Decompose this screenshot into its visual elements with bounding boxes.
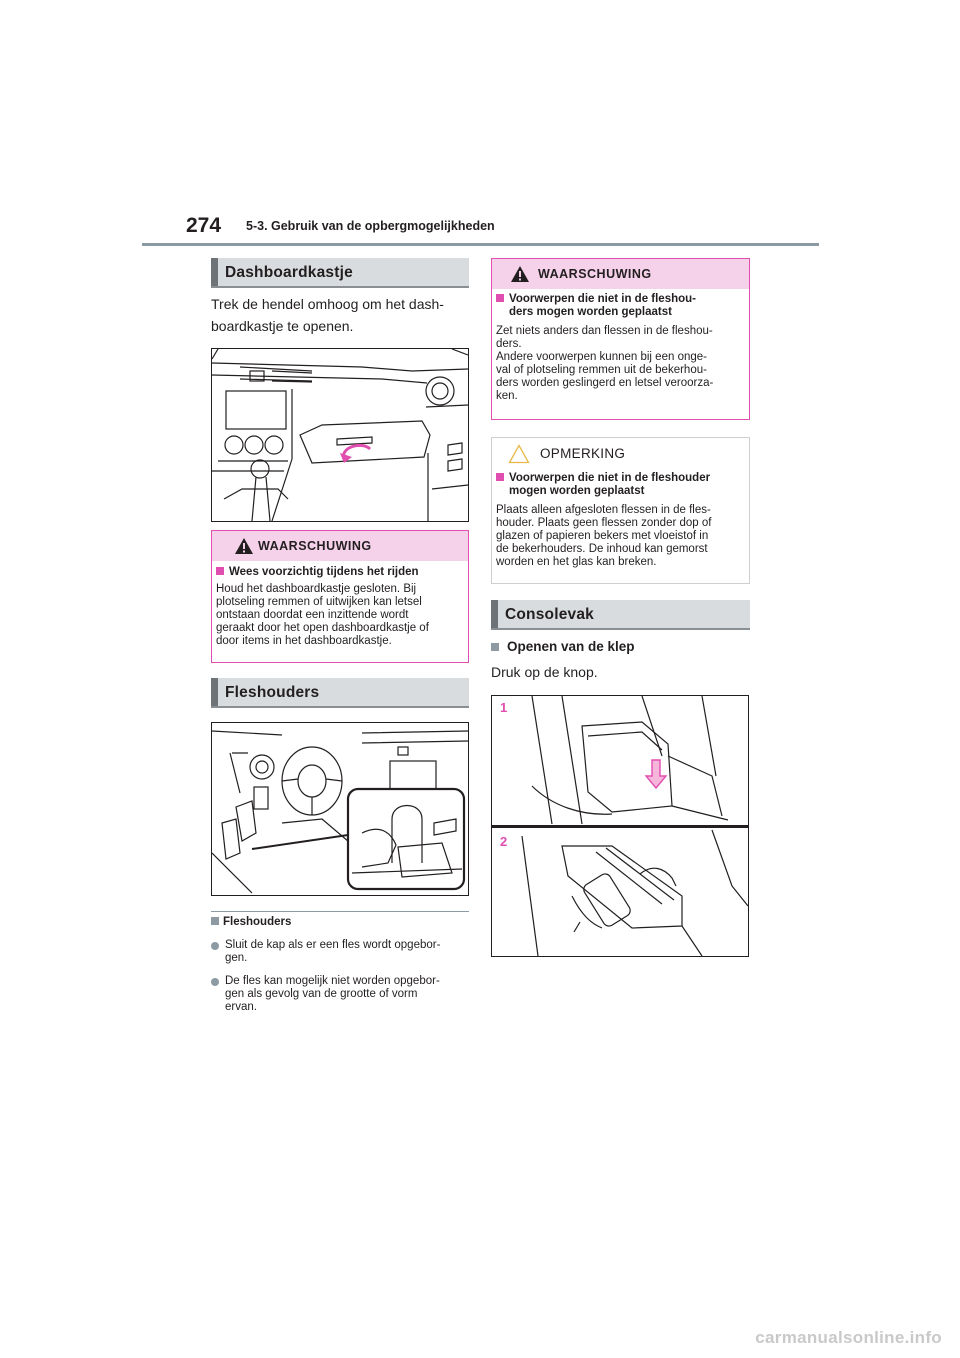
- grey-square-icon: [211, 917, 219, 925]
- pink-square-icon: [496, 294, 504, 302]
- subsection-title-klep: Openen van de klep: [491, 639, 635, 654]
- section-heading-label: Fleshouders: [225, 684, 320, 701]
- notice-box: [491, 437, 750, 584]
- warning-item-title: Wees voorzichtig tijdens het rijden: [216, 566, 419, 579]
- pink-square-icon: [496, 473, 504, 481]
- warning-label: WAARSCHUWING: [258, 539, 372, 553]
- notice-body: Plaats alleen afgesloten flessen in de fles- houder. Plaats geen flessen zonder dop of glazen of papieren bekers met vloeistof in de bekerhouders. De inhoud kan gemorst worden en het glas kan breken.: [496, 504, 712, 568]
- warning-triangle-icon: [234, 537, 254, 555]
- console-instruction: Druk op de knop.: [491, 664, 598, 680]
- figure-console: [491, 695, 749, 957]
- warning-label: WAARSCHUWING: [538, 267, 652, 281]
- page-number: 274: [186, 214, 222, 237]
- warning-box-driving: [211, 530, 469, 663]
- note-title-fleshouders: Fleshouders: [211, 916, 291, 928]
- step-number-1: 1: [500, 700, 508, 715]
- notice-label: OPMERKING: [540, 446, 626, 461]
- header-rule: [142, 243, 819, 246]
- warning-triangle-icon: [510, 265, 530, 283]
- chapter-title: 5-3. Gebruik van de opbergmogelijkheden: [246, 219, 495, 233]
- pink-square-icon: [216, 567, 224, 575]
- figure-bottleholder: [211, 722, 469, 896]
- grey-bullet-icon: [211, 978, 219, 986]
- step-number-2: 2: [500, 834, 508, 849]
- warning-item-title-cont: ders mogen worden geplaatst: [509, 306, 672, 318]
- dashboard-intro-line1: Trek de hendel omhoog om het dash-: [211, 296, 444, 312]
- warning-body: Houd het dashboardkastje gesloten. Bij plotseling remmen of uitwijken kan letsel ontstaan doordat een inzittende wordt geraakt door het open dashboardkastje of door items in het dashboardkastje.: [216, 583, 429, 647]
- dashboard-intro-line2: boardkastje te openen.: [211, 318, 354, 334]
- notice-item-title-cont: mogen worden geplaatst: [509, 485, 645, 497]
- grey-square-icon: [491, 643, 499, 651]
- watermark: carmanualsonline.info: [755, 1328, 942, 1347]
- warning-box-bottles: [491, 258, 750, 420]
- section-heading-label: Dashboardkastje: [225, 264, 353, 281]
- notice-item-title: Voorwerpen die niet in de fleshouder: [496, 472, 710, 485]
- section-heading-consolevak: [491, 600, 750, 630]
- notice-triangle-icon: [508, 444, 530, 464]
- warning-body: Zet niets anders dan flessen in de fleshou- ders. Andere voorwerpen kunnen bij een onge- val of plotseling remmen uit de bekerhou- ders worden geslingerd en letsel veroorza- ken.: [496, 325, 714, 402]
- figure-glovebox: [211, 348, 469, 522]
- warning-item-title: Voorwerpen die niet in de fleshou-: [496, 293, 696, 306]
- note-rule: [211, 911, 469, 912]
- grey-bullet-icon: [211, 942, 219, 950]
- section-heading-dashboardkastje: [211, 258, 469, 288]
- section-heading-fleshouders: [211, 678, 469, 708]
- section-heading-label: Consolevak: [505, 606, 595, 623]
